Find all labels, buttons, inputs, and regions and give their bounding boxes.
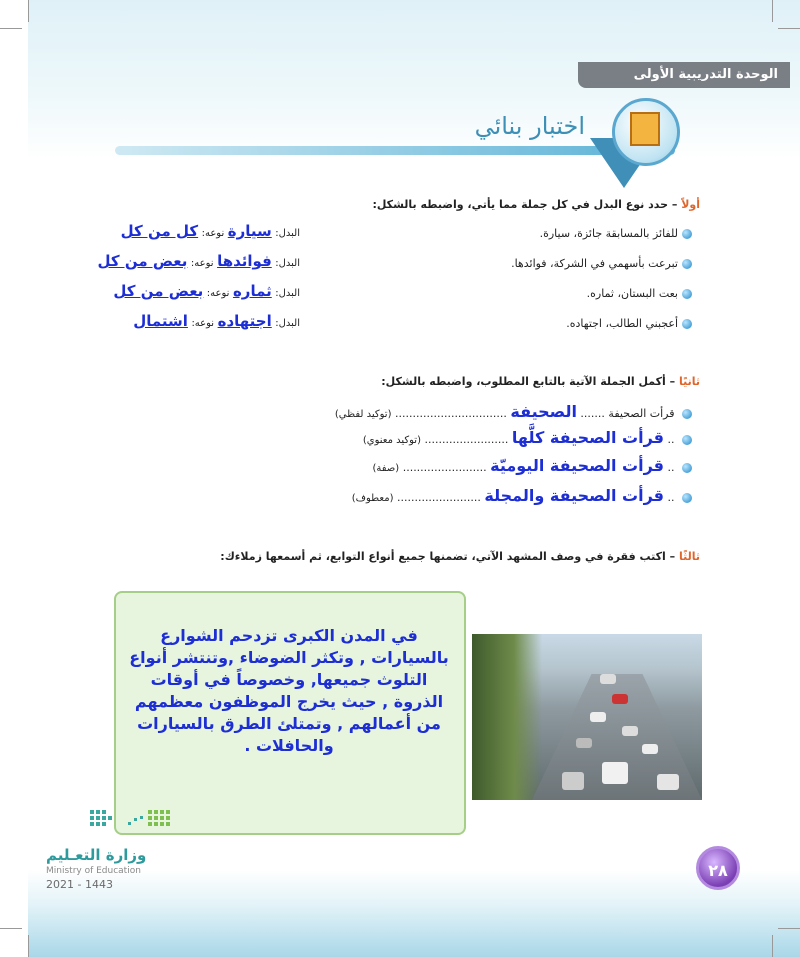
type-value: كل من كل bbox=[120, 222, 199, 240]
edition-year: 2021 - 1443 bbox=[46, 878, 113, 891]
s1-answer-3: البدل: ثماره نوعه: بعض من كل bbox=[113, 282, 300, 300]
section1-text: حدد نوع البدل في كل جملة مما يأتي، واضبطه بالشكل: bbox=[372, 198, 669, 211]
section3-heading: ثالثًا – اكتب فقرة في وصف المشهد الآتي، تضمنها جميع أنواع التوابع، ثم أسمعها زملاءك: bbox=[220, 550, 700, 563]
bullet-icon bbox=[682, 229, 692, 239]
bullet-icon bbox=[682, 409, 692, 419]
car-icon bbox=[600, 674, 616, 684]
car-icon bbox=[642, 744, 658, 754]
bullet-icon bbox=[682, 493, 692, 503]
bullet-icon bbox=[682, 259, 692, 269]
section2-number: ثانيًا bbox=[678, 375, 700, 388]
badal-value: ثماره bbox=[232, 282, 272, 300]
unit-label: الوحدة التدريبية الأولى bbox=[578, 62, 790, 88]
s2-row-4: .. قرأت الصحيفة والمجلة ........................ (معطوف) bbox=[352, 486, 692, 505]
page-number: ٢٨ bbox=[696, 846, 740, 890]
traffic-photo bbox=[472, 634, 702, 800]
crop-mark bbox=[28, 935, 29, 957]
s2-answer: قرأت الصحيفة كلَّها bbox=[511, 428, 664, 447]
crop-mark bbox=[28, 0, 29, 22]
s1-sentence-4: أعجبني الطالب، اجتهاده. bbox=[566, 317, 692, 330]
type-value: بعض من كل bbox=[97, 252, 188, 270]
footer-wave-decoration bbox=[28, 870, 800, 957]
s1-answer-2: البدل: فوائدها نوعه: بعض من كل bbox=[97, 252, 300, 270]
crop-mark bbox=[772, 935, 773, 957]
badal-value: سيارة bbox=[227, 222, 272, 240]
s2-answer: الصحيفة bbox=[510, 402, 577, 421]
crop-mark bbox=[778, 928, 800, 929]
bullet-icon bbox=[682, 463, 692, 473]
s1-sentence-1: للفائز بالمسابقة جائزة، سيارة. bbox=[540, 227, 692, 240]
section3-text: اكتب فقرة في وصف المشهد الآتي، تضمنها جميع أنواع التوابع، ثم أسمعها زملاءك: bbox=[220, 550, 666, 563]
s1-answer-1: البدل: سيارة نوعه: كل من كل bbox=[120, 222, 300, 240]
section1-heading: أولاً – حدد نوع البدل في كل جملة مما يأتي، واضبطه بالشكل: bbox=[372, 198, 700, 211]
trees-decoration bbox=[472, 634, 542, 800]
s2-answer: قرأت الصحيفة اليوميّة bbox=[490, 456, 664, 475]
crop-mark bbox=[0, 928, 22, 929]
bullet-icon bbox=[682, 435, 692, 445]
bullet-icon bbox=[682, 319, 692, 329]
badal-value: اجتهاده bbox=[217, 312, 272, 330]
section3-number: ثالثًا bbox=[678, 550, 700, 563]
crop-mark bbox=[772, 0, 773, 22]
ministry-name-en: Ministry of Education bbox=[46, 866, 141, 876]
s2-row-3: .. قرأت الصحيفة اليوميّة ........................ (صفة) bbox=[372, 456, 692, 475]
car-icon bbox=[622, 726, 638, 736]
badal-value: فوائدها bbox=[217, 252, 272, 270]
bullet-icon bbox=[682, 289, 692, 299]
s2-row-1: قرأت الصحيفة ....... الصحيفة ................................ (توكيد لفظي) bbox=[335, 402, 692, 421]
crop-mark bbox=[0, 28, 22, 29]
type-value: بعض من كل bbox=[113, 282, 204, 300]
car-icon bbox=[576, 738, 592, 748]
car-icon bbox=[590, 712, 606, 722]
s1-sentence-3: بعت البستان، ثماره. bbox=[587, 287, 692, 300]
s1-answer-4: البدل: اجتهاده نوعه: اشتمال bbox=[133, 312, 300, 330]
car-icon bbox=[562, 772, 584, 790]
type-value: اشتمال bbox=[133, 312, 188, 330]
building-icon bbox=[630, 112, 660, 146]
car-icon bbox=[602, 762, 628, 784]
car-icon bbox=[657, 774, 679, 790]
car-icon bbox=[612, 694, 628, 704]
section2-heading: ثانيًا – أكمل الجملة الآتية بالتابع المطلوب، واضبطه بالشكل: bbox=[381, 375, 700, 388]
s1-sentence-2: تبرعت بأسهمي في الشركة، فوائدها. bbox=[511, 257, 692, 270]
section2-text: أكمل الجملة الآتية بالتابع المطلوب، واضبطه بالشكل: bbox=[381, 375, 666, 388]
section1-number: أولاً bbox=[681, 198, 700, 211]
ministry-name-ar: وزارة التعـليم bbox=[46, 846, 147, 864]
answer-paragraph: في المدن الكبرى تزدحم الشوارع بالسيارات , وتكثر الضوضاء ,وتنتشر أنواع التلوث جميعها, وخصوصاً في أوقات الذروة , حيث يخرج الموظفون معظمهم من أعمالهم , وتمتلئ الطرق بالسيارات والحافلات . bbox=[129, 626, 449, 755]
s2-answer: قرأت الصحيفة والمجلة bbox=[484, 486, 664, 505]
crop-mark bbox=[778, 28, 800, 29]
ministry-logo-icon bbox=[88, 806, 178, 834]
page-title: اختبار بنائي bbox=[474, 112, 585, 140]
s2-row-2: .. قرأت الصحيفة كلَّها ........................ (توكيد معنوي) bbox=[363, 428, 692, 447]
